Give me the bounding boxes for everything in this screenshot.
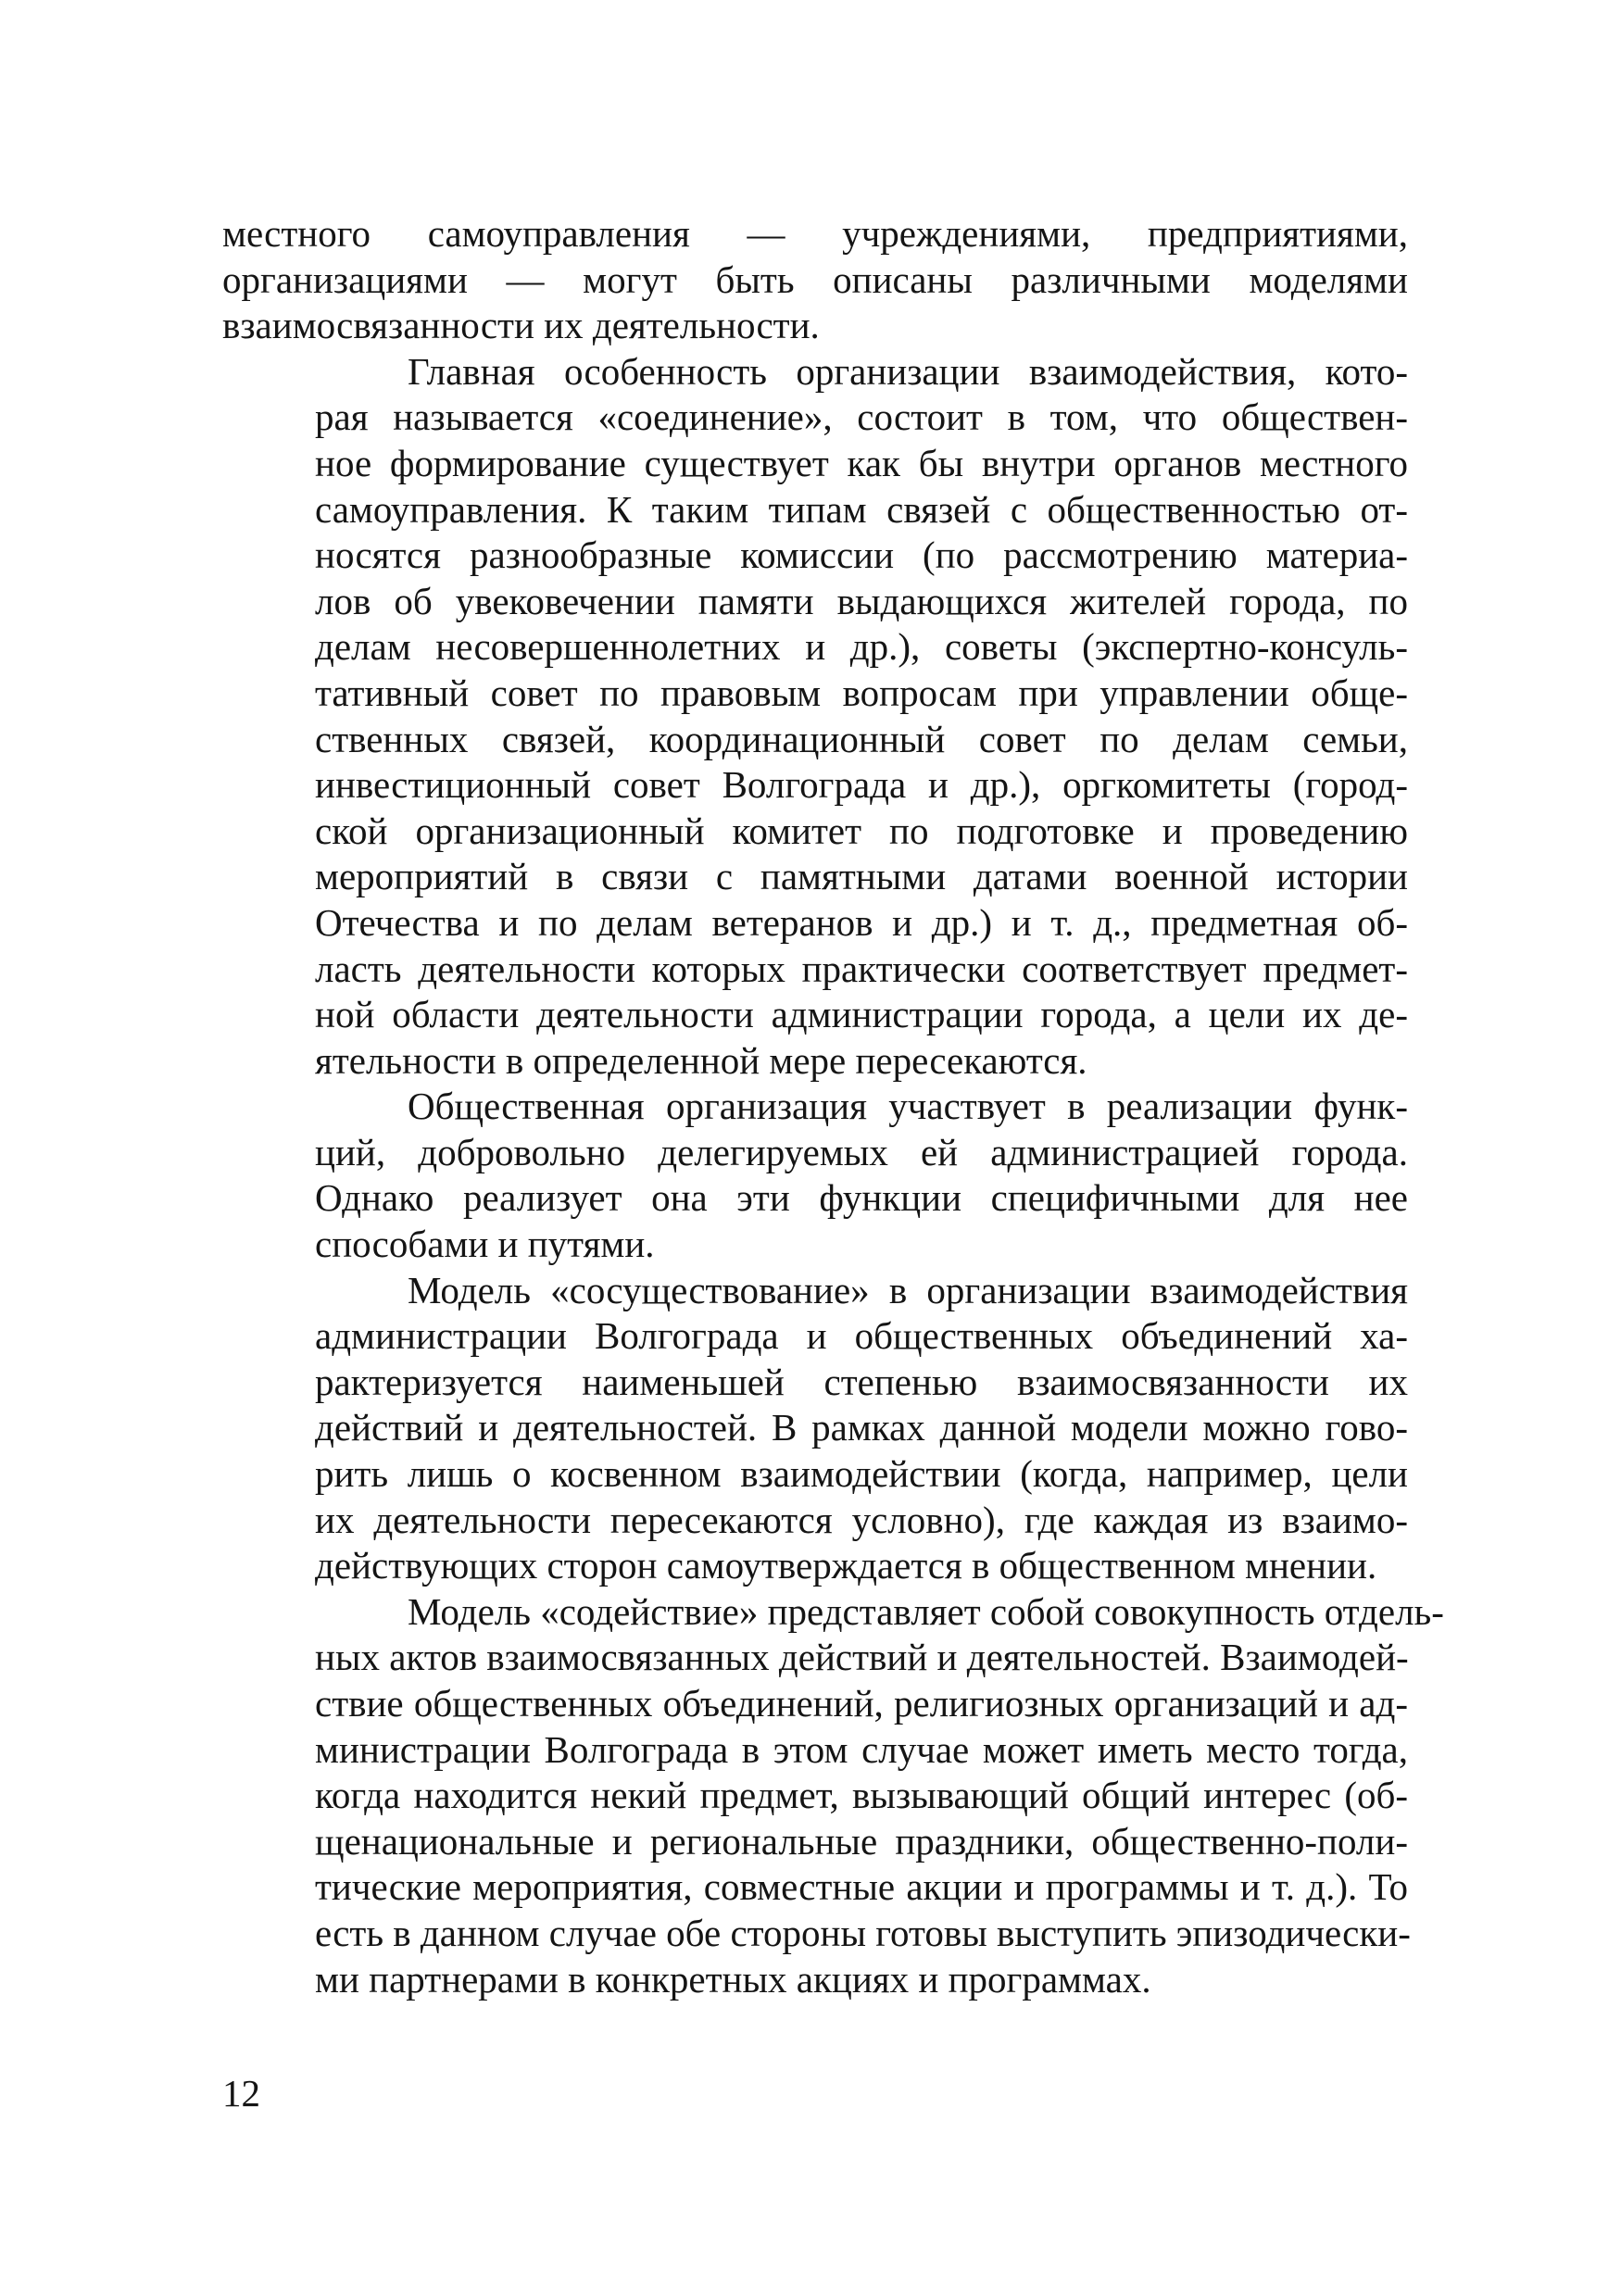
text-line: администрации Волгограда и общественных объединений ха- [315,1314,1408,1358]
text-line: носятся разнообразные комиссии (по рассмотрению материа- [315,533,1408,577]
text-line: ятельности в определенной мере пересекаются. [315,1038,1087,1082]
paragraph-4 [222,1589,1444,2002]
text-line: когда находится некий предмет, вызывающий общий интерес (об- [315,1774,1408,1817]
text-line: ственных связей, координационный совет по делам семьи, [315,717,1408,760]
text-line: делам несовершеннолетних и др.), советы (экспертно-консуль- [315,625,1408,669]
text-line: рая называется «соединение», состоит в том, что обществен- [315,395,1408,439]
text-line: ций, добровольно делегируемых ей администрацией города. [315,1130,1408,1173]
text-line: организациями — могут быть описаны различными моделями [222,257,1408,301]
text-line: министрации Волгограда в этом случае может иметь место тогда, [315,1727,1408,1771]
text-line: ствие общественных объединений, религиозных организаций и ад- [315,1682,1408,1725]
paragraph-1 [222,349,1408,1085]
text-line: тативный совет по правовым вопросам при управлении обще- [315,671,1408,714]
text-line: есть в данном случае обе стороны готовы выступить эпизодически- [315,1911,1411,1954]
page-number: 12 [222,2072,260,2114]
text-line: Главная особенность организации взаимодействия, кото- [408,349,1408,393]
text-line: рить лишь о косвенном взаимодействии (когда, например, цели [315,1452,1408,1496]
text-line: ной области деятельности администрации города, а цели их де- [315,993,1408,1036]
text-line: инвестиционный совет Волгограда и др.), оргкомитеты (город- [315,763,1408,807]
text-line: способами и путями. [315,1223,655,1266]
text-line: самоуправления. К таким типам связей с общественностью от- [315,487,1408,531]
text-line: Однако реализует она эти функции специфичными для нее [315,1176,1408,1220]
text-line: Модель «содействие» представляет собой совокупность отдель- [408,1589,1444,1633]
paragraph-3 [222,1268,1408,1589]
text-line: тические мероприятия, совместные акции и программы и т. д.). То [315,1865,1408,1909]
text-line: лов об увековечении памяти выдающихся жителей города, по [315,579,1408,622]
text-line: Отечества и по делам ветеранов и др.) и т. д., предметная об- [315,900,1408,944]
text-line: ской организационный комитет по подготовке и проведению [315,809,1408,852]
text-line: рактеризуется наименьшей степенью взаимосвязанности их [315,1360,1408,1403]
text-line: действующих сторон самоутверждается в общественном мнении. [315,1544,1377,1587]
text-line: Общественная организация участвует в реализации функ- [408,1085,1408,1128]
text-line: Модель «сосуществование» в организации взаимодействия [408,1268,1408,1311]
text-line: действий и деятельностей. В рамках данной модели можно гово- [315,1406,1408,1449]
text-line: взаимосвязанности их деятельности. [222,304,820,347]
text-line: ное формирование существует как бы внутри органов местного [315,441,1408,484]
text-line: ми партнерами в конкретных акциях и программах. [315,1957,1151,2001]
paragraph-0 [222,211,1408,349]
text-line: щенациональные и региональные праздники, общественно-поли- [315,1819,1408,1863]
body-text [222,211,1444,2002]
paragraph-2 [222,1084,1408,1267]
text-line: ласть деятельности которых практически соответствует предмет- [315,947,1408,990]
text-line: ных актов взаимосвязанных действий и деятельностей. Взаимодей- [315,1636,1409,1679]
text-line: их деятельности пересекаются условно), где каждая из взаимо- [315,1498,1408,1541]
text-line: местного самоуправления — учреждениями, предприятиями, [222,212,1408,255]
text-line: мероприятий в связи с памятными датами военной истории [315,855,1408,898]
